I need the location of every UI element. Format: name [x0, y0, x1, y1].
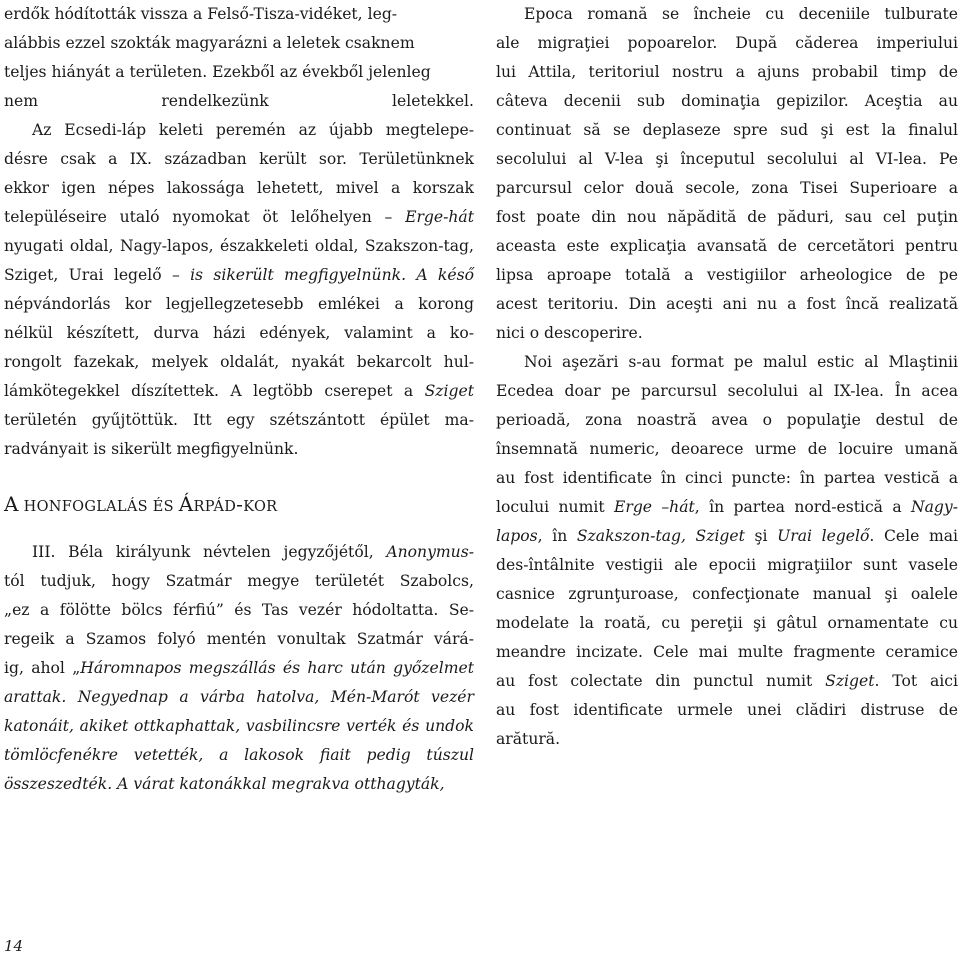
text-line	[496, 551, 958, 580]
text-line	[4, 377, 474, 406]
text-segment: locului numit	[496, 498, 614, 516]
text-line	[4, 145, 474, 174]
text-line	[4, 712, 474, 741]
text-segment: területén gyűjtöttük. Itt egy szétszántott épület ma-	[4, 411, 474, 429]
heading-part-2: RPÁD	[193, 499, 237, 515]
text-segment: ale migraţiei popoarelor. După căderea imperiului	[496, 34, 958, 52]
right-paragraph-1	[496, 0, 958, 348]
text-segment: continuat să se deplaseze spre sud şi est la finalul	[496, 121, 958, 139]
text-line	[496, 145, 958, 174]
text-line	[496, 580, 958, 609]
text-segment: alábbis ezzel szokták magyarázni a leletek csaknem	[4, 34, 415, 52]
text-line	[496, 58, 958, 87]
text-line	[496, 464, 958, 493]
text-line	[496, 493, 958, 522]
text-segment: désre csak a IX. században került sor. Területünknek	[4, 150, 474, 168]
text-segment: şi	[744, 527, 778, 545]
text-segment: településeire utaló nyomokat öt lelőhelyen –	[4, 208, 406, 226]
text-line	[496, 667, 958, 696]
text-segment: , în	[537, 527, 577, 545]
text-segment: rongolt fazekak, melyek oldalát, nyakát bekarcolt hul-	[4, 353, 474, 371]
romanian-column	[496, 0, 958, 754]
text-segment: lámkötegekkel díszítettek. A legtöbb cserepet a	[4, 382, 425, 400]
text-line	[4, 29, 474, 58]
text-line	[496, 609, 958, 638]
text-line	[4, 435, 474, 464]
heading-cap-a-accent: Á	[178, 492, 194, 516]
text-line	[496, 29, 958, 58]
text-segment: acest teritoriu. Din aceşti ani nu a fost încă realizată	[496, 295, 958, 313]
text-line	[4, 348, 474, 377]
text-segment: , în partea nord-estică a	[694, 498, 911, 516]
text-segment: népvándorlás kor legjellegzetesebb emlékei a korong	[4, 295, 474, 313]
text-segment: câteva decenii sub dominaţia gepizilor. Aceştia au	[496, 92, 958, 110]
text-segment: secolului al V-lea şi începutul secolului al VI-lea. Pe	[496, 150, 958, 168]
text-segment: . Tot aici	[874, 672, 958, 690]
text-line	[496, 319, 958, 348]
text-segment: lipsa aproape totală a vestigiilor arheologice de pe	[496, 266, 958, 284]
text-line	[4, 770, 474, 799]
text-line	[4, 567, 474, 596]
italic-text: Erge-hát	[405, 208, 474, 226]
text-segment: ig, ahol „	[4, 659, 81, 677]
text-line	[496, 377, 958, 406]
text-line	[496, 174, 958, 203]
italic-text: – is sikerült megfigyelnünk. A késő	[161, 266, 475, 284]
italic-text: Erge –hát	[613, 498, 695, 516]
text-line	[496, 0, 958, 29]
italic-text: Nagy-	[910, 498, 958, 516]
text-segment: regeik a Szamos folyó mentén vonultak Szatmár várá-	[4, 630, 474, 648]
heading-part-1: HONFOGLALÁS ÉS	[18, 499, 179, 515]
italic-text: Háromnapos megszállás és harc után győzelmet	[80, 659, 474, 677]
text-segment: . Cele mai	[869, 527, 959, 545]
text-segment: meandre incizate. Cele mai multe fragmente ceramice	[496, 643, 958, 661]
spacer	[4, 520, 474, 538]
text-segment: perioadă, zona noastră avea o populaţie destul de	[496, 411, 958, 429]
text-segment: modelate la roată, cu pereţii şi gâtul ornamentate cu	[496, 614, 958, 632]
text-segment: fost poate din nou năpădită de păduri, sau cel puţin	[496, 208, 958, 226]
text-segment: nélkül készített, durva házi edények, valamint a ko-	[4, 324, 474, 342]
text-segment: au fost identificate urmele unei clădiri distruse de	[496, 701, 958, 719]
text-line	[496, 116, 958, 145]
text-segment: parcursul celor două secole, zona Tisei Superioare a	[496, 179, 958, 197]
text-segment: Noi aşezări s-au format pe malul estic al Mlaştinii	[524, 353, 958, 371]
text-line	[496, 406, 958, 435]
text-segment: erdők hódították vissza a Felső-Tisza-vidéket, leg-	[4, 5, 398, 23]
text-line	[4, 87, 474, 116]
text-line	[4, 538, 474, 567]
italic-text: katonáit, akiket ottkaphattak, vasbilincsre verték és undok	[4, 717, 474, 735]
heading-cap-a: A	[4, 492, 19, 516]
text-segment: aceasta este explicaţia avansată de cercetători pentru	[496, 237, 958, 255]
heading-dash: -	[236, 492, 244, 516]
left-paragraph-2	[4, 116, 474, 464]
text-segment: III. Béla királyunk névtelen jegyzőjétől,	[32, 543, 387, 561]
text-line	[496, 348, 958, 377]
text-segment: Ecedea doar pe parcursul secolului al IX-lea. În acea	[496, 382, 958, 400]
italic-text: tömlöcfenékre vetették, a lakosok fiait pedig túszul	[4, 746, 474, 764]
text-segment: „ez a fölötte bölcs férfiú” és Tas vezér hódoltatta. Se-	[4, 601, 474, 619]
text-line	[4, 203, 474, 232]
italic-text: Sziget	[825, 672, 875, 690]
text-line	[496, 522, 958, 551]
text-segment: nyugati oldal, Nagy-lapos, északkeleti oldal, Szakszon-tag,	[4, 237, 474, 255]
text-line	[4, 625, 474, 654]
text-segment: nem rendelkezünk leletekkel.	[4, 92, 474, 110]
spacer	[4, 464, 474, 488]
text-line	[4, 261, 474, 290]
text-line	[496, 290, 958, 319]
hungarian-column	[4, 0, 474, 799]
text-line	[496, 261, 958, 290]
text-line	[496, 232, 958, 261]
text-segment: teljes hiányát a területen. Ezekből az évekből jelenleg	[4, 63, 431, 81]
text-segment: radványait is sikerült megfigyelnünk.	[4, 440, 299, 458]
text-line	[4, 654, 474, 683]
text-segment: lui Attila, teritoriul nostru a ajuns probabil timp de	[496, 63, 958, 81]
left-paragraph-1	[4, 0, 474, 116]
text-segment: Az Ecsedi-láp keleti peremén az újabb megtelepe-	[32, 121, 474, 139]
text-segment: des-întâlnite vestigii ale epocii migraţiilor sunt vasele	[496, 556, 958, 574]
text-line	[4, 290, 474, 319]
text-segment: însemnată numeric, deoarece urme de locuire umană	[496, 440, 958, 458]
text-line	[496, 87, 958, 116]
italic-text: Anonymus-	[386, 543, 474, 561]
text-line	[4, 58, 474, 87]
text-line	[496, 725, 958, 754]
text-line	[4, 116, 474, 145]
text-segment: arătură.	[496, 730, 561, 748]
text-line	[4, 0, 474, 29]
text-segment: au fost identificate în cinci puncte: în partea vestică a	[496, 469, 958, 487]
text-line	[4, 683, 474, 712]
italic-text: Szakszon-tag, Sziget	[576, 527, 745, 545]
text-segment: casnice zgrunţuroase, confecţionate manual şi oalele	[496, 585, 958, 603]
right-paragraph-2	[496, 348, 958, 754]
text-segment: nici o descoperire.	[496, 324, 643, 342]
text-segment: Sziget, Urai legelő	[4, 266, 162, 284]
italic-text: arattak. Negyednap a várba hatolva, Mén-Marót vezér	[4, 688, 474, 706]
italic-text: Sziget	[424, 382, 474, 400]
italic-text: összeszedték. A várat katonákkal megrakva otthagyták,	[4, 775, 445, 793]
text-segment: ekkor igen népes lakossága lehetett, mivel a korszak	[4, 179, 474, 197]
text-line	[4, 174, 474, 203]
heading-part-3: KOR	[243, 499, 278, 515]
text-segment: tól tudjuk, hogy Szatmár megye területét Szabolcs,	[4, 572, 474, 590]
page-number: 14	[4, 937, 24, 955]
text-line	[4, 406, 474, 435]
text-line	[4, 319, 474, 348]
text-line	[4, 596, 474, 625]
italic-text: Urai legelő	[777, 527, 870, 545]
text-line	[496, 203, 958, 232]
text-segment: Epoca romană se încheie cu deceniile tulburate	[524, 5, 958, 23]
italic-text: lapos	[496, 527, 538, 545]
text-line	[496, 696, 958, 725]
text-line	[4, 232, 474, 261]
text-line	[4, 741, 474, 770]
section-heading	[4, 488, 474, 520]
text-segment: au fost colectate din punctul numit	[496, 672, 826, 690]
text-line	[496, 435, 958, 464]
left-paragraph-3	[4, 538, 474, 799]
text-line	[496, 638, 958, 667]
